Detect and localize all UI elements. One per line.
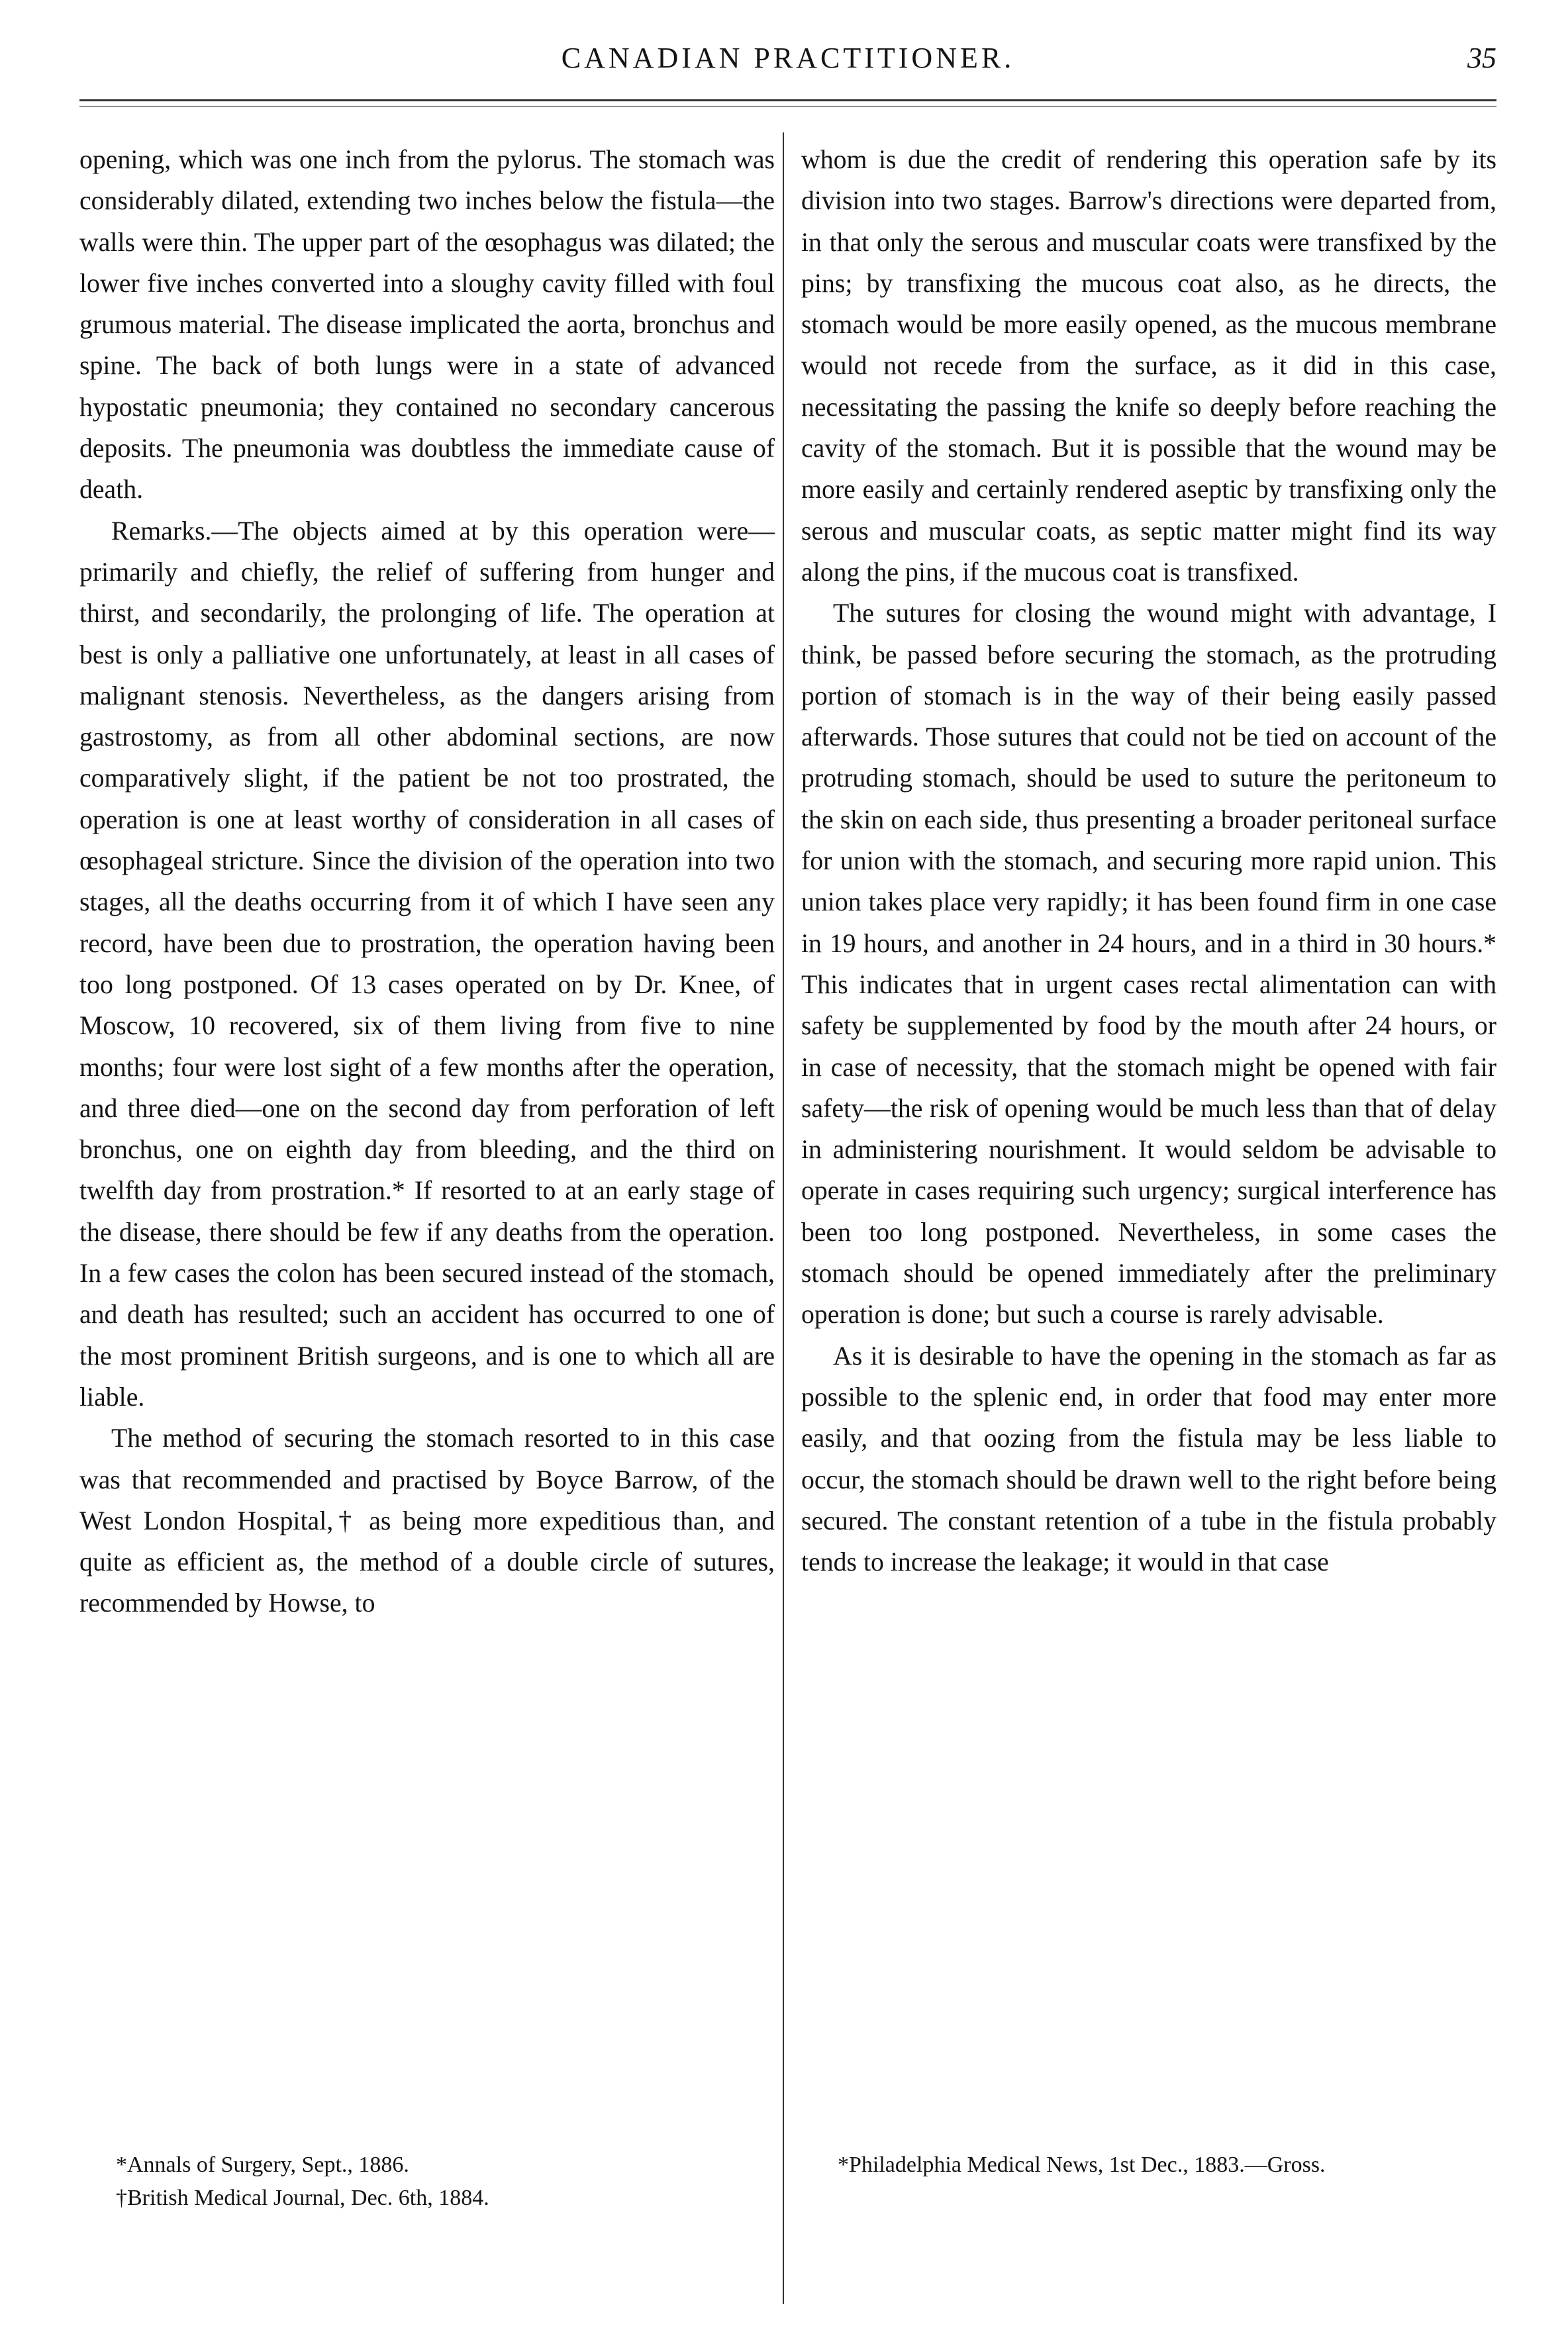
paragraph: The sutures for closing the wound might with advantage, I think, be passed before securing the stomach, as the protruding portion of stomach is in the way of their being easily passed afterwards. Those sutures that could not be tied on account of the protruding stomach, should be used to suture the peritoneum to the skin on each side, thus presenting a broader peritoneal surface for union with the stomach, and securing more rapid union. This union takes place very rapidly; it has been found firm in one case in 19 hours, and another in 24 hours, and in a third in 30 hours.* This indicates that in urgent cases rectal alimentation can with safety be supplemented by food by the mouth after 24 hours, or in case of necessity, that the stomach might be opened with fair safety—the risk of opening would be much less than that of delay in administering nourishment. It would seldom be advisable to operate in cases requiring such urgency; surgical interference has been too long postponed. Nevertheless, in some cases the stomach should be opened immediately after the preliminary operation is done; but such a course is rarely advisable. <box>801 599 1496 1330</box>
footnote: †British Medical Journal, Dec. 6th, 1884. <box>116 2186 489 2210</box>
right-column <box>801 139 1496 2182</box>
journal-title: CANADIAN PRACTITIONER. <box>561 42 1015 74</box>
footnote: *Philadelphia Medical News, 1st Dec., 1883.—Gross. <box>838 2153 1326 2177</box>
left-column-body <box>79 139 775 2149</box>
right-column-body <box>801 139 1496 2149</box>
paragraph: As it is desirable to have the opening in the stomach as far as possible to the splenic end, in order that food may enter more easily, and that oozing from the fistula may be less liable to occur, the stomach should be drawn well to the right before being secured. The constant retention of a tube in the fistula probably tends to increase the leakage; it would in that case <box>801 1341 1496 1577</box>
header-rule-thin <box>79 106 1496 107</box>
paragraph: whom is due the credit of rendering this operation safe by its division into two stages. Barrow's directions were departed from, in that only the serous and muscular coats were transfixed by the pins; by transfixing the mucous coat also, as he directs, the stomach would be more easily opened, as the mucous membrane would not recede from the surface, as it did in this case, necessitating the passing the knife so deeply before reaching the cavity of the stomach. But it is possible that the wound may be more easily and certainly rendered aseptic by transfixing only the serous and muscular coats, as septic matter might find its way along the pins, if the mucous coat is transfixed. <box>801 145 1496 587</box>
left-column <box>79 139 775 2215</box>
left-footnotes <box>79 2149 775 2215</box>
column-divider <box>783 132 784 2304</box>
paragraph: The method of securing the stomach resorted to in this case was that recommended and practised by Boyce Barrow, of the West London Hospital,† as being more expeditious than, and quite as efficient as, the method of a double circle of sutures, recommended by Howse, to <box>79 1424 775 1618</box>
footnote: *Annals of Surgery, Sept., 1886. <box>116 2153 409 2177</box>
paragraph: opening, which was one inch from the pylorus. The stomach was considerably dilated, extending two inches below the fistula—the walls were thin. The upper part of the œsophagus was dilated; the lower five inches converted into a sloughy cavity filled with foul grumous material. The disease implicated the aorta, bronchus and spine. The back of both lungs were in a state of advanced hypostatic pneumonia; they contained no secondary cancerous deposits. The pneumonia was doubtless the immediate cause of death. <box>79 145 775 505</box>
page-number: 35 <box>1467 42 1496 74</box>
header-rule <box>79 99 1496 101</box>
paragraph-remarks: Remarks.—The objects aimed at by this operation were—primarily and chiefly, the relief of suffering from hunger and thirst, and secondarily, the prolonging of life. The operation at best is only a palliative one unfortunately, at least in all cases of malignant stenosis. Nevertheless, as the dangers arising from gastrostomy, as from all other abdominal sections, are now comparatively slight, if the patient be not too prostrated, the operation is one at least worthy of consideration in all cases of œsophageal stricture. Since the division of the operation into two stages, all the deaths occurring from it of which I have seen any record, have been due to prostration, the operation having been too long postponed. Of 13 cases operated on by Dr. Knee, of Moscow, 10 recovered, six of them living from five to nine months; four were lost sight of a few months after the operation, and three died—one on the second day from perforation of left bronchus, one on eighth day from bleeding, and the third on twelfth day from prostration.* If resorted to at an early stage of the disease, there should be few if any deaths from the operation. In a few cases the colon has been secured instead of the stomach, and death has resulted; such an accident has occurred to one of the most prominent British surgeons, and is one to which all are liable. <box>79 516 775 1412</box>
right-footnotes <box>801 2149 1496 2182</box>
running-head <box>79 41 1496 94</box>
